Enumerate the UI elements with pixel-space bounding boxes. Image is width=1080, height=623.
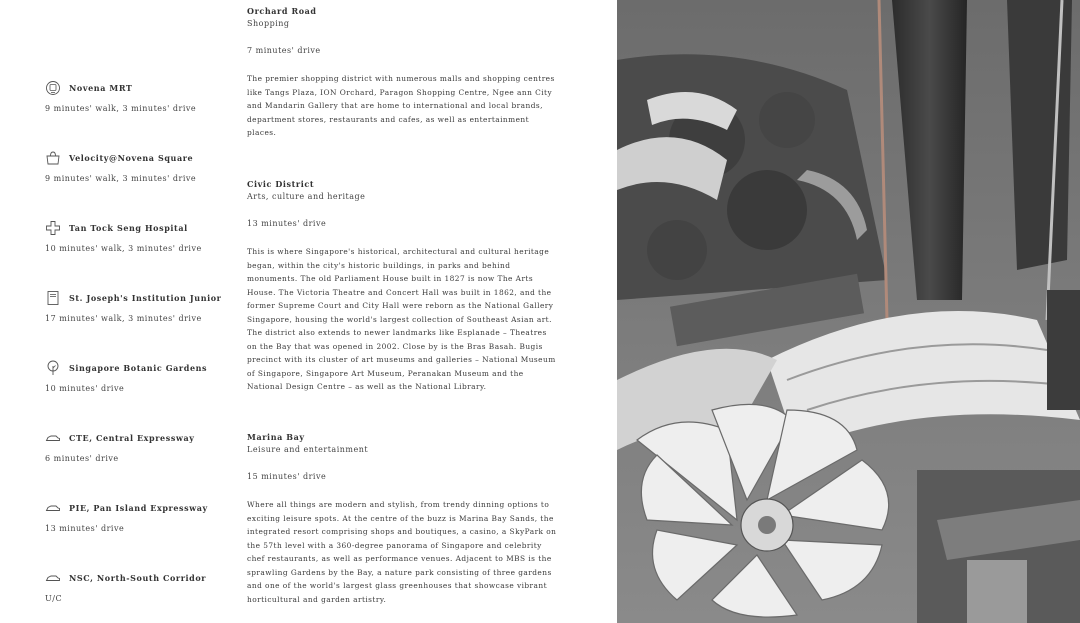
district-description: Where all things are modern and stylish, from trendy dinning options to exciting leisure spots. At the centre of the buzz is Marina Bay Sands, the integrated resort comprising shops and boutiques, a casino, a SkyPark on the 57th level with a 360-degree panorama of Singapore and celebrity chef restaurants, as well as performance venues. Adjacent to MBS is the sprawling Gardens by the Bay, a nature park consisting of three gardens and one of the world's largest glass greenhouses that showcase vibrant horticultural and garden artistry. <box>247 500 557 604</box>
location-distance: U/C <box>45 594 63 603</box>
district-travel-time: 15 minutes' drive <box>247 472 327 481</box>
district-description: The premier shopping district with numerous malls and shopping centres like Tangs Plaza, ION Orchard, Paragon Shopping Centre, Ngee ann City and Mandarin Gallery that are home to international and local brands, department stores, restaurants and cafes, as well as entertainment places. <box>247 74 555 137</box>
location-distance: 17 minutes' walk, 3 minutes' drive <box>45 314 202 323</box>
district-subtitle: Leisure and entertainment <box>247 445 369 454</box>
location-item-cte <box>45 430 235 463</box>
districts-column <box>247 0 557 623</box>
hospital-cross-icon <box>45 220 61 236</box>
district-subtitle: Arts, culture and heritage <box>247 192 366 201</box>
location-name: Novena MRT <box>69 83 133 93</box>
location-name: NSC, North-South Corridor <box>69 573 207 583</box>
district-subtitle: Shopping <box>247 19 290 28</box>
location-distance: 13 minutes' drive <box>45 524 125 533</box>
district-orchard-road <box>247 5 557 140</box>
location-distance: 10 minutes' drive <box>45 384 125 393</box>
district-civic <box>247 178 557 394</box>
school-book-icon <box>45 290 61 306</box>
location-distance: 9 minutes' walk, 3 minutes' drive <box>45 104 197 113</box>
district-description: This is where Singapore's historical, architectural and cultural heritage began, within the city's historic buildings, in parks and behind monuments. The old Parliament House built in 1827 is now The Arts House. The Victoria Theatre and Concert Hall was built in 1862, and the former Supreme Court and City Hall were reborn as the National Gallery Singapore, housing the world's largest collection of Southeast Asian art. The district also extends to newer landmarks like Esplanade – Theatres on the Bay that was opened in 2002. Close by is the Bras Basah. Bugis precinct with its cluster of art museums and galleries – National Museum of Singapore, Singapore Art Museum, Peranakan Museum and the National Design Centre – as well as the National Library. <box>247 247 556 391</box>
car-icon <box>45 500 61 516</box>
car-icon <box>45 430 61 446</box>
location-distance: 9 minutes' walk, 3 minutes' drive <box>45 174 197 183</box>
location-item-sji-junior <box>45 290 235 323</box>
location-name: St. Joseph's Institution Junior <box>69 293 222 303</box>
location-name: Velocity@Novena Square <box>69 153 194 163</box>
location-item-velocity <box>45 150 235 183</box>
car-icon <box>45 570 61 586</box>
district-travel-time: 7 minutes' drive <box>247 46 321 55</box>
location-item-tan-tock-seng <box>45 220 235 253</box>
tree-icon <box>45 360 61 376</box>
location-distance: 10 minutes' walk, 3 minutes' drive <box>45 244 202 253</box>
location-distance: 6 minutes' drive <box>45 454 119 463</box>
location-name: Tan Tock Seng Hospital <box>69 223 188 233</box>
district-title: Marina Bay <box>247 432 305 442</box>
amenities-list <box>0 0 236 623</box>
location-name: Singapore Botanic Gardens <box>69 363 208 373</box>
district-travel-time: 13 minutes' drive <box>247 219 327 228</box>
district-title: Orchard Road <box>247 6 317 16</box>
location-item-novena-mrt <box>45 80 235 113</box>
district-marina-bay <box>247 431 557 606</box>
location-item-nsc <box>45 570 235 603</box>
location-name: PIE, Pan Island Expressway <box>69 503 208 513</box>
shopping-bag-icon <box>45 150 61 166</box>
metro-icon <box>45 80 61 96</box>
marina-bay-aerial-photo <box>617 0 1080 623</box>
location-item-pie <box>45 500 235 533</box>
location-name: CTE, Central Expressway <box>69 433 195 443</box>
district-title: Civic District <box>247 179 315 189</box>
location-item-botanic-gardens <box>45 360 235 393</box>
